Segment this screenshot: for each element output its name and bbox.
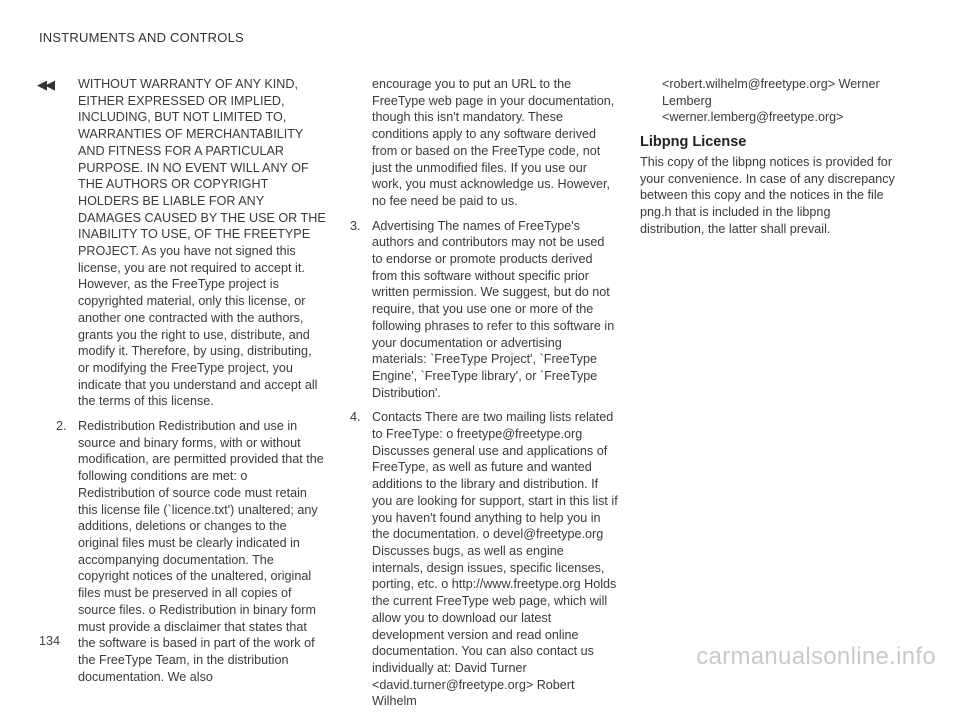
paragraph-continuation: encourage you to put an URL to the FreeType web page in your documentation, though this isn't mandatory. These conditions apply to any software derived from or based on the FreeType code, not just the unmodified files. If you use our work, you must acknowledge us. However, no fee need be paid to us.: [372, 77, 615, 208]
list-item-4: [350, 409, 618, 710]
list-text: Redistribution Redistribution and use in source and binary forms, with or without modification, are permitted provided that the following conditions are met: o Redistribution of source code must retain this license file (`licence.txt') unaltered; any additions, deletions or changes to the original files must be clearly indicated in accompanying documentation. The copyright notices of the unaltered, original files must be preserved in all copies of source files. o Redistribution in binary form must provide a disclaimer that states that the software is based in part of the work of the FreeType Team, in the distribution documentation. We also: [78, 419, 324, 684]
list-number: 4.: [350, 410, 361, 425]
text-column-2: [350, 76, 618, 718]
previous-page-icon: ◀◀: [37, 77, 53, 92]
list-item-2: [56, 418, 326, 685]
list-text: Advertising The names of FreeType's authors and contributors may not be used to endorse or promote products derived from this software without specific prior written permission. We suggest, but do not require, that you use one or more of the following phrases to refer to this software in your documentation or advertising materials: `FreeType Project', `FreeType Engine', `FreeType library', or `FreeType Distribution'.: [372, 218, 615, 400]
watermark: carmanualsonline.info: [696, 643, 936, 670]
paragraph-warranty: WITHOUT WARRANTY OF ANY KIND, EITHER EXPRESSED OR IMPLIED, INCLUDING, BUT NOT LIMITED TO, WARRANTIES OF MERCHANTABILITY AND FITNESS FOR A PARTICULAR PURPOSE. IN NO EVENT WILL ANY OF THE AUTHORS OR COPYRIGHT HOLDERS BE LIABLE FOR ANY DAMAGES CAUSED BY THE USE OR THE INABILITY TO USE, OF THE FREETYPE PROJECT. As you have not signed this license, you are not required to accept it. However, as the FreeType project is copyrighted material, only this license, or another one contracted with the authors, grants you the right to use, distribute, and modify it. Therefore, by using, distributing, or modifying the FreeType project, you indicate that you understand and accept all the terms of this license.: [78, 77, 326, 409]
paragraph-libpng: This copy of the libpng notices is provided for your convenience. In case of any discrepancy between this copy and the notices in the file png.h that is included in the libpng distribution, the latter shall prevail.: [640, 154, 895, 236]
page-number: 134: [39, 634, 61, 648]
list-number: 2.: [56, 419, 67, 434]
section-title: INSTRUMENTS AND CONTROLS: [39, 30, 244, 45]
list-number: 3.: [350, 218, 361, 233]
section-heading-libpng: Libpng License: [640, 134, 747, 151]
list-text: Contacts There are two mailing lists related to FreeType: o freetype@freetype.org Discusses general use and applications of FreeType, as well as future and wanted additions to the library and distribution. If you are looking for support, start in this list if you haven't found anything to help you in the documentation. o devel@freetype.org Discusses bugs, as well as engine internals, design issues, specific licenses, porting, etc. o http://www.freetype.org Holds the current FreeType web page, which will allow you to download our latest development version and read online documentation. You can also contact us individually at: David Turner <david.turner@freetype.org> Robert Wilhelm: [372, 410, 618, 709]
list-item-3: [350, 218, 618, 402]
text-column-3: [640, 76, 896, 237]
paragraph-contacts-continuation: <robert.wilhelm@freetype.org> Werner Lemberg <werner.lemberg@freetype.org>: [662, 77, 880, 125]
text-column-1: [56, 76, 326, 693]
